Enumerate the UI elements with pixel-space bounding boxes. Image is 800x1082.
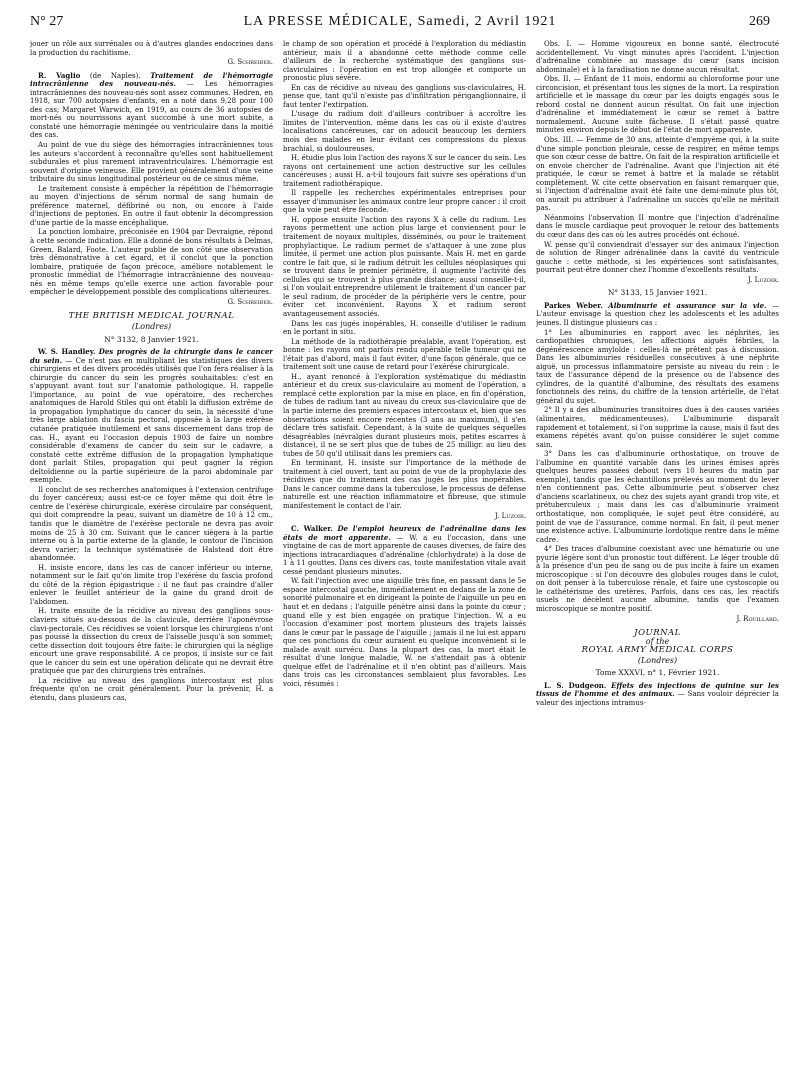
journal-title: THE BRITISH MEDICAL JOURNAL <box>68 311 235 322</box>
article-vaglio <box>30 72 273 140</box>
paragraph: 1° Les albuminuries en rapport avec les néphrites, les cardiopathies chroniques, les affections aiguës fébriles, la dégénérescence amyloïde : celles-là ne prêtent pas à discussion. Dans les albuminuries résiduelles consécutives à une néphrite aiguë, un processus inflammatoire persiste au niveau du rein : le taux de l'assurance dépend de la présence ou de l'absence des cylindres, de la quantité d'albumine, des résultats des examens fonctionnels des reins, du chiffre de la tension artérielle, de l'état général du sujet. <box>536 328 779 405</box>
journal-issue: N° 3133, 15 Janvier 1921. <box>607 288 708 298</box>
paragraph: H. étudie plus loin l'action des rayons X sur le cancer du sein. Les rayons ont certainement une action destructive sur les cellules cancéreuses ; aussi H. a-t-il toujours fait suivre ses opérations d'un traitement radiothérapique. <box>283 154 526 188</box>
paragraph: 3° Dans les cas d'albuminurie orthostatique, on trouve de l'albumine en quantité variable dans les urines émises après quelques heures passées debout (vers 10 heures du matin par exemple), tandis que les échantillons prélevés au moment du lever n'en contiennent pas. Cette albuminurie peut s'observer chez d'anciens scarlatineux, ou chez des sujets ayant grandi trop vite, et prétuberculeux ; mais dans les cas d'albuminurie vraiment orthostatique, non compliquée, le sujet peut être considéré, au point de vue de l'assurance, comme normal. En fait, il peut mener une existence active. L'albuminurie lordotique rentre dans le même cadre. <box>536 450 779 544</box>
article-title: De l'emploi heureux de l'adrénaline dans les états de mort apparente. <box>283 524 526 542</box>
paragraph: En terminant, H. insiste sur l'importance de la méthode de traitement à ciel ouvert, tant au point de vue de la prophylaxie des récidives que du traitement des cas jugés les plus inopérables. Dans le cancer comme dans la tuberculose, le processus de défense naturelle est une réaction inflammatoire et fibreuse, que stimule manifestement le contact de l'air. <box>283 459 526 510</box>
paragraph: W. pense qu'il conviendrait d'essayer sur des animaux l'injection de solution de Ringer adrénalinée dans la cavité du ventricule gauche : cette méthode, si les expériences sont satisfaisantes, pourrait peut-être donner chez l'homme d'excellents résultats. <box>536 240 779 275</box>
paragraph: H. traite ensuite de la récidive au niveau des ganglions sous-claviers situés au-dessous de la clavicule, derrière l'aponévrose clavi-pectorale. Ces récidives se voient lorsque les chirurgiens n'ont pas poussé la dissection du creux de l'aisselle jusqu'à son sommet; cette dissection doit toujours être faite: le chirurgien qui la néglige encourt une grave responsabilité. A ce propos, il insiste sur ce fait que le cancer du sein est une opération délicate qui ne devrait être pratiquée que par des chirurgiens très entraînés. <box>30 607 273 676</box>
paragraph: Dans les cas jugés inopérables, H. conseille d'utiliser le radium en le portant in situ. <box>283 319 526 337</box>
article-walker <box>283 525 526 576</box>
signature: J. Luzoir. <box>494 511 526 520</box>
paragraph: L'usage du radium doit d'ailleurs contribuer à accroître les limites de l'intervention. même dans les cas où il existe d'autres localisations cancéreuses, car on adoucit beaucoup les derniers mois des malades en leur évitant ces compressions du plexus brachial, si douloureuses. <box>283 110 526 153</box>
column-right <box>536 40 779 1075</box>
observation: Obs. I. — Homme vigoureux en bonne santé, électrocuté accidentellement. Vu vingt minutes après l'accident. L'injection d'adrénaline combinée au massage du cœur (sans incision abdominale) et à la faradisation ne donne aucun résultat. <box>536 40 779 74</box>
paragraph-text: — L'auteur envisage la question chez les adolescents et les adultes jeunes. Il distingue plusieurs cas : <box>536 301 779 327</box>
paragraph: H. oppose ensuite l'action des rayons X à celle du radium. Les rayons permettent une action plus large et conviennent pour le traitement de noyaux multiples, disséminés, ou pour le traitement prophylactique. Le radium permet de s'attaquer à une zone plus limitée, il permet une action plus puissante. Mais H. met en garde contre le fait que, si le radium détruit les cellules néoplasiques qui se trouvent dans le premier périmètre, il augmente l'activité des cellules qui se trouvent à plus grande distance; aussi conseille-t-il, si l'on voulait entreprendre utilement le traitement d'un cancer par le seul radium, de procéder de la périphérie vers le centre, pour éviter cet inconvénient. Rayons X et radium seront avantageusement associés. <box>283 215 526 318</box>
paragraph: Au point de vue du siège des hémorragies intracrâniennes tous les auteurs s'accordent à reconnaître qu'elles sont habituellement subdurales et plus rarement intraventriculaires. L'hémorragie est souvent d'origine veineuse. Elle provient généralement d'une veine tributaire du sinus longitudinal postérieur ou de ce sinus même. <box>30 141 273 184</box>
signature: J. Luzoir. <box>747 275 779 284</box>
article-handley <box>30 348 273 485</box>
journal-city: (Londres) <box>131 321 172 331</box>
issue-number: N° 27 <box>30 14 64 29</box>
journal-title-of: of the <box>645 636 670 646</box>
paragraph: le champ de son opération et procédé à l'exploration du médiastin antérieur, mais il a abandonné cette méthode comme celle d'ailleurs de la recherche systématique des ganglions sus-claviculaires : l'opération en est trop allongée et comporte un pronostic plus sévère. <box>283 40 526 83</box>
paragraph-text: — Sans vouloir déprécier la valeur des injections intramus- <box>536 690 779 707</box>
article-title: Des progrès de la chirurgie dans le cancer du sein. <box>30 347 273 365</box>
paragraph: Il conclut de ses recherches anatomiques à l'extension centrifuge du foyer cancéreux; aussi est-ce ce foyer même qui doit être le centre de l'exérèse chirurgicale, exérèse circulaire par conséquent, qui doit comprendre la peau, suivant un diamètre de 10 à 12 cm., tandis que le diamètre de l'exérèse pectorale ne devra pas avoir moins de 25 à 30 cm. Suivant que le cancer siègera à la partie interne ou à la partie externe de la glande, le contour de l'incision devra varier; la technique systématisée de Halstead doit être abandonnée. <box>30 485 273 563</box>
column-middle <box>283 40 526 1075</box>
column-left <box>30 40 273 1075</box>
article-dudgeon <box>536 682 779 708</box>
paragraph: La méthode de la radiothérapie préalable, avant l'opération, est bonne : les rayons ont parfois rendu opérable telle tumeur qui ne l'était pas d'abord, mais il faut éviter, d'une façon générale, que ce traitement soit une cause de retard pour l'exérèse chirurgicale. <box>283 337 526 372</box>
page-number: 269 <box>749 14 770 29</box>
article-title: Traitement de l'hémorragie intracrânienne des nouveau-nés. <box>30 70 273 89</box>
page-header <box>30 14 770 34</box>
paragraph: 4° Des traces d'albumine coexistant avec une hématurie ou une pyurie légère sont d'un pronostic tout différent. Le léger trouble dû à la présence d'un peu de sang ou de pus incite à faire un examen microscopique : si l'on découvre des globules rouges dans le culot, on doit penser à la tuberculose rénale, et faire une cystoscopie ou le cathétérisme des uretères. Parfois, dans ces cas, les réactifs usuels ne décèlent aucune albumine, tandis que l'examen microscopique se montre positif. <box>536 545 779 613</box>
paragraph: Il rappelle les recherches expérimentales entreprises pour essayer d'immuniser les animaux contre leur propre cancer : il croit que la voie peut être féconde. <box>283 189 526 215</box>
paragraph: Le traitement consiste à empêcher la répétition de l'hémorragie au moyen d'injections de sérum normal de sang humain de préférence maternel, défibriné ou non, ou encore à l'aide d'injections de peptones. En outre il faut obtenir la décompression d'une partie de la masse encéphalique. <box>30 184 273 227</box>
running-title: LA PRESSE MÉDICALE, Samedi, 2 Avril 1921 <box>243 14 557 29</box>
paragraph-text: — Ce n'est pas en multipliant les statistiques des divers chirurgiens et des divers procédés utilisés que l'on fera réaliser à la chirurgie du cancer du sein les progrès souhaitables: c'est en s'appuyant avant tout sur l'anatomie pathologique. H. rappelle l'importance, au point de vue opératoire, des recherches anatomiques de Harold Stiles qui ont établi la diffusion extrême de la propagation lymphatique du cancer du sein, la nécessité d'une très large ablation du fascia pectoral, opposée à la large exérèse cutanée pratiquée inutilement et sans discernement dans trop de cas. H., ayant eu l'occasion depuis 1903 de faire un nombre considérable d'examens de cancer du sein sur le cadavre, a constaté cette extrême diffusion de la propagation lymphatique dont parlait Stiles, propagation qui peut gagner la région deltoïdienne ou la partie supérieure de la paroi abdominale par exemple. <box>30 356 273 485</box>
paragraph: La ponction lombaire, préconisée en 1904 par Devraigne, répond à cette seconde indication. Elle a donné de bons résultats à Delmas, Green, Balard, Foote. L'auteur publie de son côté une observation très démonstrative à cet égard, et il conclut que la ponction lombaire, pratiquée de façon précoce, améliore notablement le pronostic immédiat de l'hémorragie intracrânienne des nouveau-nés en même temps qu'elle exerce une action favorable pour empêcher le développement possible des complications ultérieures. <box>30 228 273 297</box>
article-weber <box>536 302 779 328</box>
journal-issue: Tome XXXVI, n° 1, Février 1921. <box>595 668 720 678</box>
journal-title: JOURNAL <box>634 628 681 639</box>
journal-issue: N° 3132, 8 Janvier 1921. <box>104 334 199 344</box>
paragraph: H. insiste encore, dans les cas de cancer inférieur ou interne, notamment sur le fait qu'on limite trop l'exérèse du fascia profond du côté de la région épigastrique : il ne faut pas craindre d'aller enlever le feuillet antérieur de la gaine du grand droit de l'abdomen. <box>30 563 273 606</box>
paragraph: H., ayant renoncé à l'exploration systématique du médiastin antérieur et du creux sus-claviculaire au moment de l'opération, a remplacé cette exploration par la mise en place, en fin d'opération, de tubes de radium tant au niveau du creux sus-claviculaire que de la partie interne des premiers espaces intercostaux et, bien que ses observations soient encore récentes (3 ans au maximum), il s'en déclare très satisfait. Cependant, à la suite de quelques séquelles désagréables (névralgies durant plusieurs mois, petites escarres à distance), il ne se sert plus que de tubes de 25 milligr. au lieu des tubes de 50 qu'il utilisait dans les premiers cas. <box>283 372 526 458</box>
text-columns <box>30 40 780 1075</box>
article-author: R. Vaglio <box>38 70 81 80</box>
paragraph-text: — Les hémorragies intracrâniennes des nouveau-nés sont assez communes. Hedren, en 1918, sur 700 autopsies d'enfants, en a noté dans 9,28 pour 100 des cas; Margaret Warwich, en 1919, au cours de 36 autopsies de mort-nés ou nourrissons ayant succombé à une mort subite, a constaté une hémorragie méningée ou ventriculaire dans la moitié des cas. <box>30 80 273 140</box>
article-title: Effets des injections de quinine sur les tissus de l'homme et des animaux. <box>536 680 779 699</box>
signature: G. Schreiber. <box>227 58 273 67</box>
signature: G. Schreiber. <box>227 297 273 306</box>
article-author: W. S. Handley. <box>38 347 96 357</box>
article-title: Albuminurie et assurance sur la vie. <box>608 300 767 310</box>
paragraph-text: — W. a eu l'occasion, dans une vingtaine de cas de mort apparente de causes diverses, de faire des injections intracardiaques d'adrénaline (chlorhydrate) à la dose de 1 à 11 gouttes. Dans ces divers cas, toute manifestation vitale avait cessé pendant plusieurs minutes. <box>283 533 526 576</box>
paragraph: W. fait l'injection avec une aiguille très fine, en passant dans le 5e espace intercostal gauche, immédiatement en dedans de la zone de sonorité pulmonaire et en dirigeant la pointe de l'aiguille un peu en haut et en dedans ; l'aiguille pénètre ainsi dans la pointe du cœur ; quand elle y est bien engagée on pratique l'injection. W. a eu l'occasion d'examiner post mortem plusieurs des trajets laissés dans le cœur par le passage de l'aiguille ; jamais il ne lui est apparu que ces ponctions du cœur auraient eu quelque inconvénient si le malade avait survécu. Dans la plupart des cas, la mort était le résultat d'une longue maladie, W. ne s'attendait pas à obtenir quelque effet de l'adrénaline et il n'en obtint pas d'ailleurs. Mais dans trois cas les circonstances semblaient plus favorables. Les voici, résumés : <box>283 577 526 688</box>
author-affiliation: (de Naples). <box>89 71 141 80</box>
paragraph: En cas de récidive au niveau des ganglions sus-claviculaires, H. pense que, tant qu'il n'existe pas d'infiltration périganglionnaire, il faut tenter l'extirpation. <box>283 83 526 109</box>
journal-city: (Londres) <box>637 655 678 665</box>
paragraph: jouer un rôle aux surrénales ou à d'autres glandes endocrines dans la production du rachitisme. <box>30 40 273 57</box>
paragraph: Néanmoins l'observation II montre que l'injection d'adrénaline dans le muscle cardiaque peut provoquer le retour des battements du cœur dans des cas où les autres procédés ont échoué. <box>536 213 779 240</box>
article-author: L. S. Dudgeon. <box>544 680 607 690</box>
journal-title-name: ROYAL ARMY MEDICAL CORPS <box>581 645 734 656</box>
observation: Obs. III. — Femme de 30 ans, atteinte d'empyème qui, à la suite d'une simple ponction pleurale, cesse de respirer, en même temps que son cœur cesse de battre. On fait de la respiration artificielle et on envoie chercher de l'adrénaline. Avant que l'injection ait été pratiquée, le cœur se remet à battre et la malade se rétablit complètement. W. cite cette observation en faisant remarquer que, si l'injection d'adrénaline avait été faite une demi-minute plus tôt, on aurait pu attribuer à l'adrénaline un succès qu'elle ne méritait pas. <box>536 136 779 213</box>
paragraph: 2° Il y a des albuminuries transitoires dues à des causes variées (alimentaires, médicamenteuses). L'albuminurie disparaît rapidement et totalement, si l'on supprime la cause, mais il faut des examens répétés avant qu'on puisse considérer le sujet comme sain. <box>536 406 779 449</box>
observation: Obs. II. — Enfant de 11 mois, endormi au chloroforme pour une circoncision, et présentant tous les signes de la mort. La respiration artificielle et le massage du cœur par les doigts engagés sous le rebord costal ne donnent aucun résultat. On fait une injection d'adrénaline et immédiatement le cœur se remet à battre normalement. Aucune suite fâcheuse. Il s'était passé quatre minutes environ depuis le début de l'état de mort apparente. <box>536 75 779 135</box>
article-author: C. Walker. <box>291 524 333 534</box>
paragraph: La récidive au niveau des ganglions intercostaux est plus fréquente qu'on ne croit généralement. Pour la prévenir, H. a étendu, dans plusieurs cas, <box>30 676 273 702</box>
signature: J. Rouillard. <box>736 614 779 623</box>
article-author: Parkes Weber. <box>544 300 603 310</box>
